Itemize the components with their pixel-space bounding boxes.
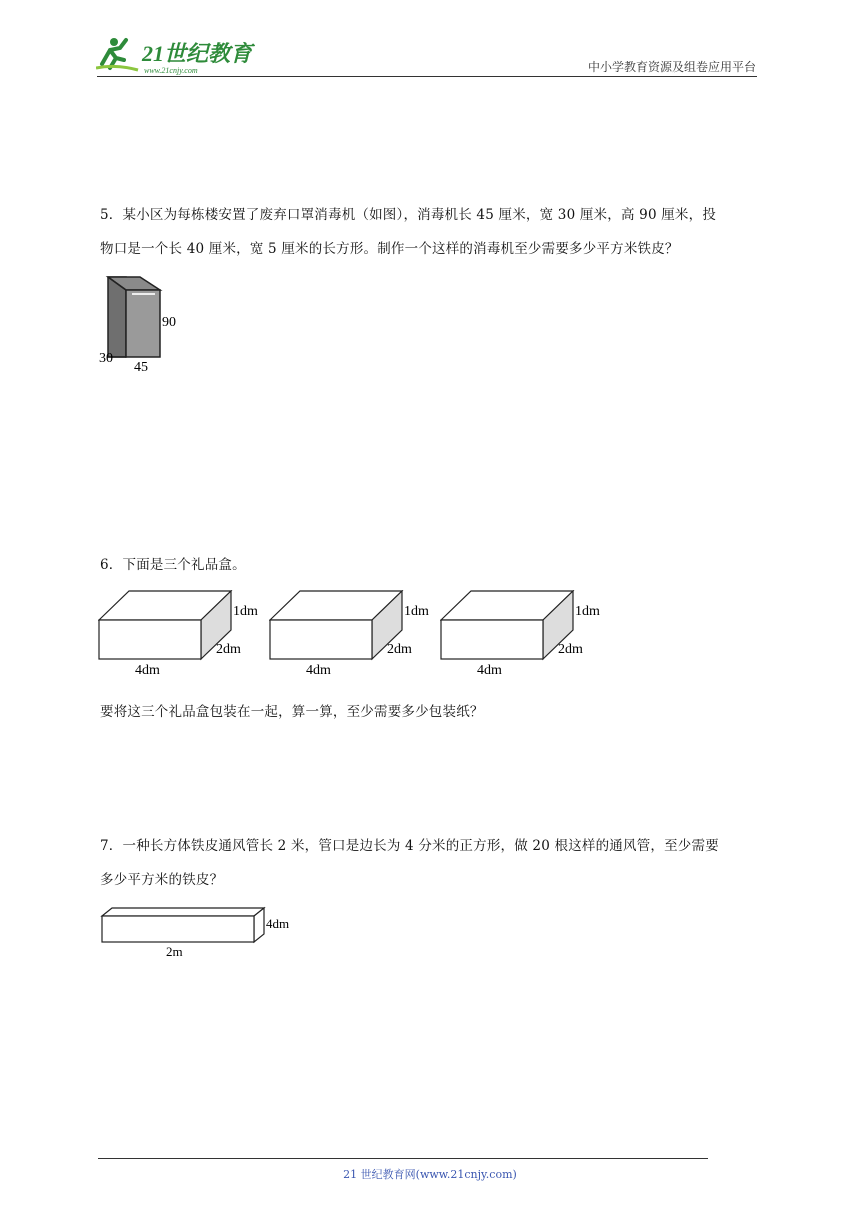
logo-text: 21世纪教育 (142, 41, 253, 66)
box-3-height-label: 1dm (575, 604, 600, 619)
box-1-length-label: 4dm (135, 663, 160, 678)
disinfection-machine-figure (96, 270, 196, 384)
label-height: 90 (162, 315, 176, 330)
gift-box-figure-2 (269, 590, 429, 684)
label-width: 30 (99, 351, 113, 366)
gift-box-figure-1 (98, 590, 258, 684)
question-6-intro: 6．下面是三个礼品盒。 (100, 557, 246, 573)
box-2-width-label: 2dm (387, 642, 412, 657)
question-7 (100, 829, 719, 897)
machine-side-face (108, 277, 126, 357)
question-5-line-1: 5．某小区为每栋楼安置了废弃口罩消毒机（如图），消毒机长 45 厘米，宽 30 厘米，高 90 厘米，投 (100, 207, 717, 223)
box-1-width-label: 2dm (216, 642, 241, 657)
logo-url: www.21cnjy.com (144, 66, 198, 75)
gift-box-figure-3 (440, 590, 600, 684)
question-6-prompt: 要将这三个礼品盒包装在一起，算一算，至少需要多少包装纸？ (100, 704, 484, 720)
box-1-height-label: 1dm (233, 604, 258, 619)
pipe-length-label: 2m (166, 944, 183, 959)
machine-front-face (126, 290, 160, 357)
runner-logo-icon (96, 38, 138, 70)
question-7-line-1: 7．一种长方体铁皮通风管长 2 米，管口是边长为 4 分米的正方形，做 20 根这样的通风管，至少需要 (100, 838, 719, 854)
box-3-length-label: 4dm (477, 663, 502, 678)
label-length: 45 (134, 360, 148, 375)
pipe-side-label: 4dm (266, 916, 290, 931)
footer-divider (98, 1158, 708, 1159)
footer-text: 21 世纪教育网(www.21cnjy.com) (343, 1168, 517, 1181)
header-divider (97, 76, 757, 77)
question-5 (100, 198, 716, 266)
box-3-width-label: 2dm (558, 642, 583, 657)
box-2-height-label: 1dm (404, 604, 429, 619)
box-2-length-label: 4dm (306, 663, 331, 678)
logo (96, 34, 266, 80)
question-5-line-2: 物口是一个长 40 厘米，宽 5 厘米的长方形。制作一个这样的消毒机至少需要多少平方米铁皮？ (100, 241, 679, 257)
question-7-line-2: 多少平方米的铁皮？ (100, 872, 224, 888)
platform-title: 中小学教育资源及组卷应用平台 (587, 60, 756, 74)
ventilation-pipe-figure (100, 906, 310, 970)
